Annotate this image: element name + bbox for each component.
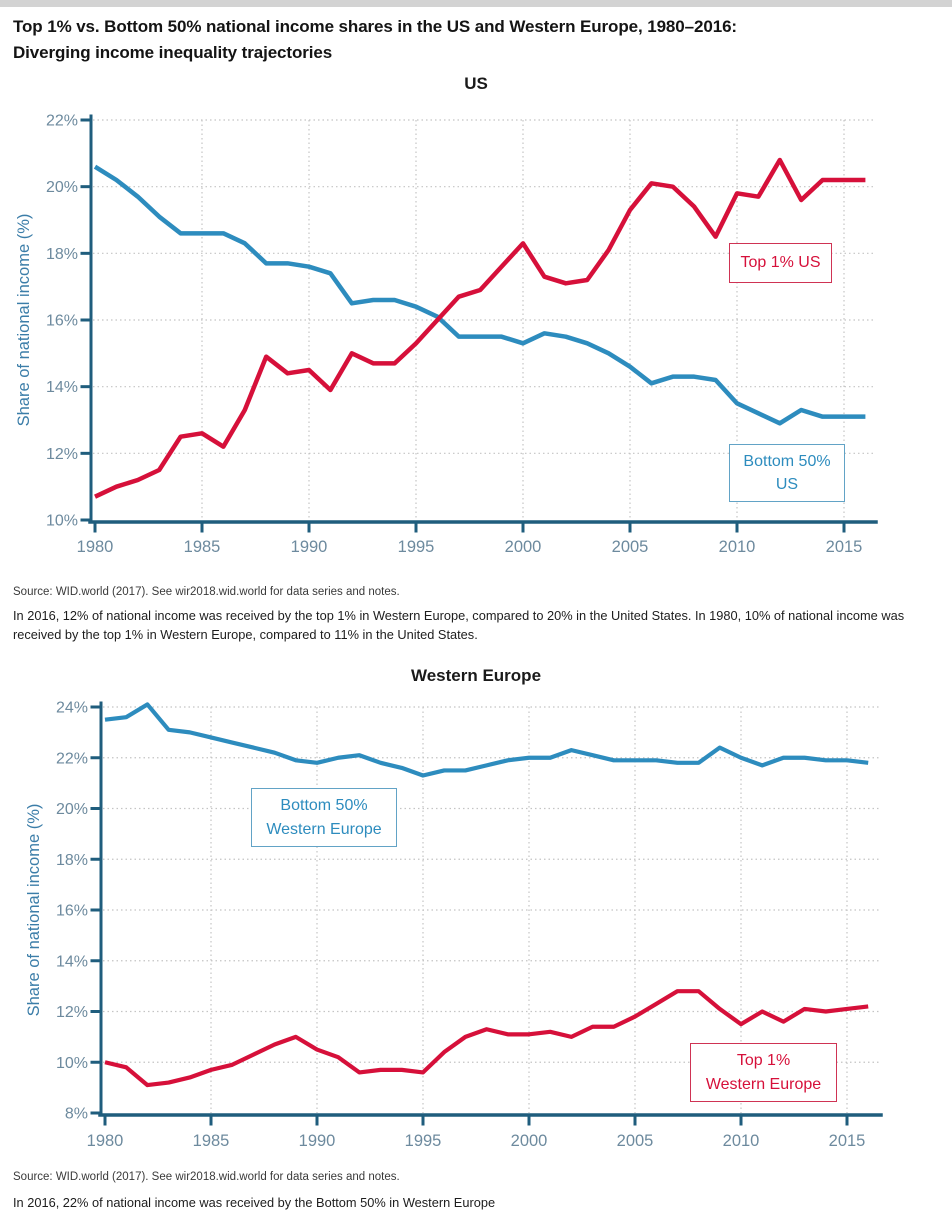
svg-text:2010: 2010 [722, 1132, 760, 1150]
svg-text:2000: 2000 [510, 1132, 548, 1150]
svg-text:18%: 18% [55, 851, 88, 869]
svg-text:12%: 12% [45, 445, 78, 463]
us-bottom50-label-line1: Bottom 50% [743, 452, 831, 470]
svg-text:2015: 2015 [825, 538, 863, 556]
svg-text:14%: 14% [55, 953, 88, 971]
svg-text:1995: 1995 [404, 1132, 442, 1150]
series-bottom-50-western-europe [105, 704, 868, 775]
svg-text:22%: 22% [55, 750, 88, 768]
we-bottom50-label-box [251, 788, 397, 847]
y-axis-title: Share of national income (%) [25, 803, 43, 1017]
we-source-note: Source: WID.world (2017). See wir2018.wid.world for data series and notes. [13, 1171, 400, 1183]
y-tick-labels [56, 700, 88, 1123]
svg-text:10%: 10% [45, 512, 78, 530]
page-title-line-2: Diverging income inequality trajectories [13, 43, 333, 63]
page-title-line-1: Top 1% vs. Bottom 50% national income shares in the US and Western Europe, 1980–2016: [13, 17, 737, 36]
svg-text:22%: 22% [45, 112, 78, 130]
svg-text:12%: 12% [55, 1004, 88, 1021]
svg-text:18%: 18% [45, 245, 78, 263]
y-axis-title: Share of national income (%) [15, 213, 33, 427]
svg-text:1985: 1985 [183, 538, 221, 556]
us-bottom50-label-line2: US [775, 476, 799, 493]
svg-text:8%: 8% [64, 1105, 88, 1123]
svg-text:20%: 20% [45, 179, 78, 197]
svg-text:10%: 10% [55, 1054, 88, 1072]
we-bottom50-label-line1: Bottom 50% [280, 797, 368, 815]
y-tick-labels [46, 113, 78, 530]
us-source-note: Source: WID.world (2017). See wir2018.wid.world for data series and notes. [13, 586, 400, 598]
svg-text:2010: 2010 [718, 538, 756, 556]
page-title [13, 14, 943, 67]
us-chart-title: US [464, 74, 488, 93]
svg-text:1980: 1980 [76, 538, 114, 556]
we-bottom50-label-line2: Western Europe [266, 820, 382, 838]
us-top1-label: Top 1% US [740, 254, 821, 272]
bottom-explainer-note-clipped: In 2016, 22% of national income was received by the Bottom 50% in Western Europe [13, 1195, 496, 1210]
svg-text:20%: 20% [55, 801, 88, 818]
svg-text:14%: 14% [45, 379, 78, 397]
svg-text:16%: 16% [45, 312, 78, 330]
svg-text:2015: 2015 [828, 1132, 866, 1150]
svg-text:1990: 1990 [298, 1132, 336, 1150]
x-tick-labels [87, 1132, 866, 1150]
we-top1-label-line1: Top 1% [736, 1052, 791, 1070]
x-tick-labels [77, 538, 863, 556]
svg-text:1985: 1985 [192, 1132, 230, 1150]
series-bottom-50-us [95, 167, 865, 424]
svg-text:2005: 2005 [616, 1132, 654, 1150]
window-top-strip [0, 0, 952, 7]
svg-text:2005: 2005 [611, 538, 649, 556]
us-bottom50-label-box [729, 444, 845, 502]
svg-text:1990: 1990 [290, 538, 328, 556]
svg-text:16%: 16% [55, 902, 88, 920]
svg-text:1995: 1995 [397, 538, 435, 556]
we-chart-title: Western Europe [410, 666, 542, 685]
mid-explainer-note: In 2016, 12% of national income was received by the top 1% in Western Europe, compared to 20% in the United States. In 1980, 10% of national income was received by the top 1% in Western Europe, compared to 11% in the United States. [13, 608, 905, 643]
svg-text:1980: 1980 [86, 1132, 124, 1150]
us-top1-label-box [729, 243, 832, 283]
we-top1-label-box [690, 1043, 837, 1102]
svg-text:2000: 2000 [504, 538, 542, 556]
we-top1-label-line2: Western Europe [705, 1075, 822, 1093]
svg-text:24%: 24% [55, 699, 88, 717]
